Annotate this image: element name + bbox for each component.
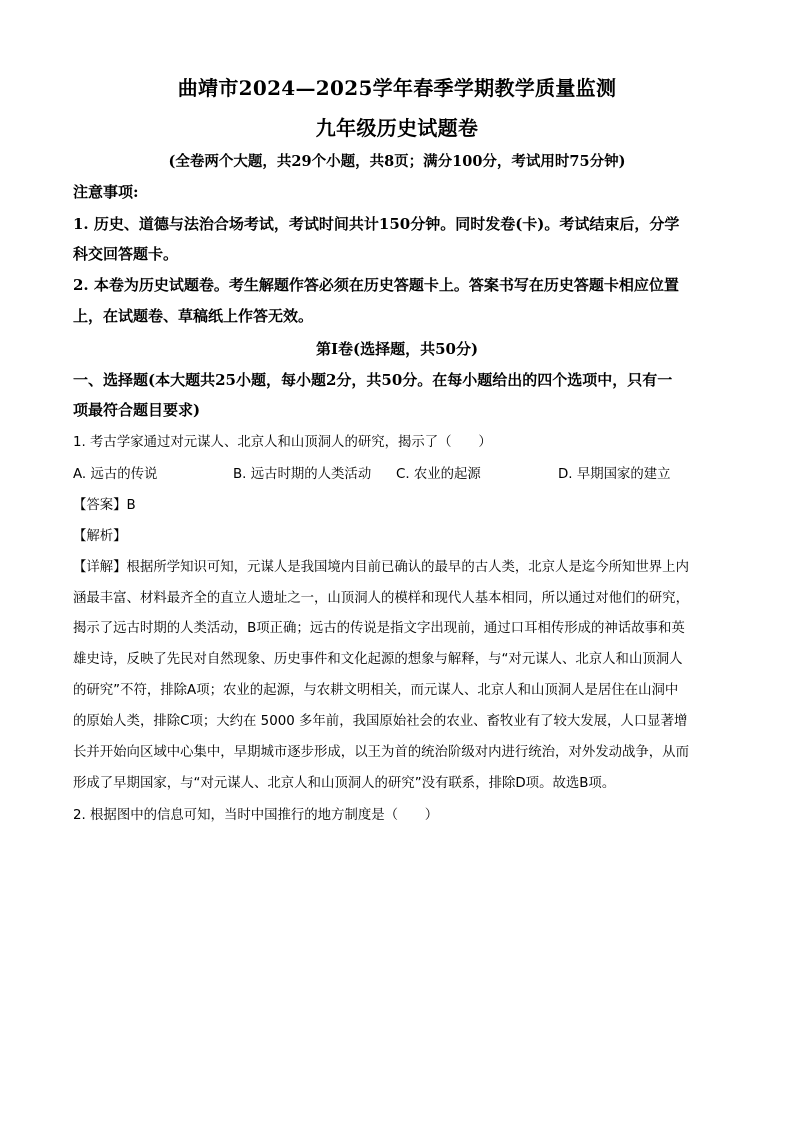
exam-info: (全卷两个大题，共29个小题，共8页；满分100分，考试用时75分钟) — [168, 153, 626, 170]
notice-item-2-line-2: 上，在试题卷、草稿纸上作答无效。 — [73, 307, 314, 325]
notice-item-1-line-2: 科交回答题卡。 — [73, 245, 179, 263]
exam-subject: 九年级历史试题卷 — [315, 116, 479, 140]
notice-item-2-line-1: 2. 本卷为历史试题卷。考生解题作答必须在历史答题卡上。答案书写在历史答题卡相应位置 — [73, 276, 679, 294]
question-1-explanation-line: 雄史诗，反映了先民对自然现象、历史事件和文化起源的想象与解释，与“对元谋人、北京人和山顶洞人 — [73, 652, 683, 667]
question-1-explanation-line: 涵最丰富、材料最齐全的直立人遗址之一，山顶洞人的模样和现代人基本相同，所以通过对他们的研究， — [73, 591, 689, 606]
section-1-line-1: 一、选择题(本大题共25小题，每小题2分，共50分。在每小题给出的四个选项中，只有一 — [73, 371, 673, 389]
section-1-line-2: 项最符合题目要求) — [73, 401, 201, 419]
question-1-explanation-line: 【详解】根据所学知识可知，元谋人是我国境内目前已确认的最早的古人类，北京人是迄今所知世界上内 — [73, 560, 689, 575]
question-1-explanation-line: 的原始人类，排除C项；大约在 5000 多年前，我国原始社会的农业、畜牧业有了较大发展，人口显著增 — [73, 714, 688, 729]
question-1-explanation-line: 揭示了远古时期的人类活动，B项正确；远古的传说是指文字出现前，通过口耳相传形成的神话故事和英 — [73, 621, 685, 636]
question-1-option-b: B. 远古时期的人类活动 — [233, 467, 372, 482]
notice-item-1-line-1: 1. 历史、道德与法治合场考试，考试时间共计150分钟。同时发卷(卡)。考试结束后，分学 — [73, 215, 680, 233]
question-1-answer: 【答案】B — [73, 498, 136, 513]
question-1-analysis-label: 【解析】 — [73, 529, 127, 544]
question-2-stem: 2. 根据图中的信息可知，当时中国推行的地方制度是（ ） — [73, 808, 439, 823]
question-1-explanation-line: 长并开始向区域中心集中，早期城市逐步形成，以王为首的统治阶级对内进行统治，对外发动战争，从而 — [73, 745, 689, 760]
question-1-option-d: D. 早期国家的建立 — [558, 467, 671, 482]
notice-heading: 注意事项: — [73, 183, 139, 201]
exam-title: 曲靖市2024—2025学年春季学期教学质量监测 — [177, 76, 617, 100]
question-1-option-a: A. 远古的传说 — [73, 467, 158, 482]
question-1-explanation-line: 形成了早期国家，与“对元谋人、北京人和山顶洞人的研究”没有联系，排除D项。故选B项。 — [73, 776, 616, 791]
question-1-option-c: C. 农业的起源 — [396, 467, 481, 482]
question-1-stem: 1. 考古学家通过对元谋人、北京人和山顶洞人的研究，揭示了（ ） — [73, 435, 492, 450]
part-1-heading: 第Ⅰ卷(选择题，共50分) — [315, 340, 479, 358]
question-1-explanation-line: 的研究”不符，排除A项；农业的起源，与农耕文明相关，而元谋人、北京人和山顶洞人是居住在山洞中 — [73, 683, 679, 698]
